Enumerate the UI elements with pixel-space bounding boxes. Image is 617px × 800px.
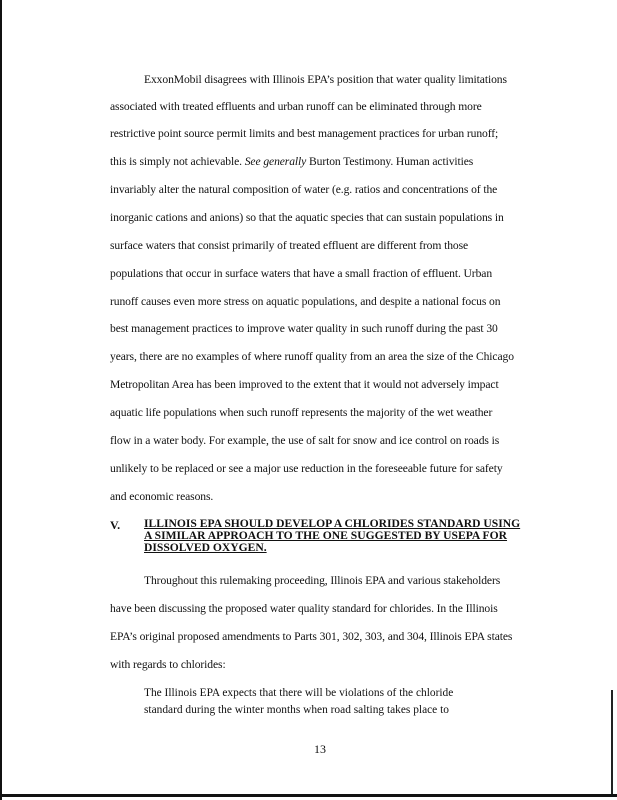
paragraph1-line-1: ExxonMobil disagrees with Illinois EPA’s position that water quality limitations bbox=[144, 73, 507, 86]
paragraph1-line-2: associated with treated effluents and urban runoff can be eliminated through more bbox=[110, 100, 482, 113]
paragraph2-line-3: EPA’s original proposed amendments to Parts 301, 302, 303, and 304, Illinois EPA states bbox=[110, 630, 513, 643]
paragraph1-line-8: populations that occur in surface waters that have a small fraction of effluent. Urban bbox=[110, 267, 493, 280]
paragraph1-line-3: restrictive point source permit limits and best management practices for urban runoff; bbox=[110, 127, 499, 140]
page-number: 13 bbox=[314, 742, 326, 756]
paragraph1-line-4-end: Burton Testimony. Human activities bbox=[306, 155, 474, 168]
paragraph1-line-13: aquatic life populations when such runoff represents the majority of the wet weather bbox=[110, 406, 493, 419]
block-quote-line-2: standard during the winter months when road salting takes place to bbox=[144, 704, 449, 716]
paragraph1-line-14: flow in a water body. For example, the use of salt for snow and ice control on roads is bbox=[110, 434, 500, 447]
paragraph1-line-5: invariably alter the natural composition of water (e.g. ratios and concentrations of the bbox=[110, 183, 498, 196]
paragraph1-line-11: years, there are no examples of where runoff quality from an area the size of the Chicago bbox=[110, 350, 514, 363]
paragraph1-line-15: unlikely to be replaced or see a major use reduction in the foreseeable future for safety bbox=[110, 462, 503, 475]
scan-edge-left bbox=[0, 0, 2, 800]
paragraph2-line-2: have been discussing the proposed water quality standard for chlorides. In the Illinois bbox=[110, 602, 498, 615]
scan-edge-right bbox=[611, 690, 613, 794]
paragraph1-line-10: best management practices to improve water quality in such runoff during the past 30 bbox=[110, 322, 498, 335]
see-generally-citation: See generally bbox=[244, 155, 307, 168]
block-quote-line-1: The Illinois EPA expects that there will be violations of the chloride bbox=[144, 687, 454, 699]
paragraph1-line-9: runoff causes even more stress on aquatic populations, and despite a national focus on bbox=[110, 295, 501, 308]
paragraph1-line-7: surface waters that consist primarily of treated effluent are different from those bbox=[110, 239, 469, 252]
paragraph1-line-4 bbox=[110, 155, 550, 169]
section-v-title-line-1: ILLINOIS EPA SHOULD DEVELOP A CHLORIDES STANDARD USING bbox=[144, 517, 521, 530]
scan-edge-bottom bbox=[0, 794, 617, 797]
section-v-number: V. bbox=[110, 518, 121, 532]
paragraph1-line-16: and economic reasons. bbox=[110, 490, 214, 503]
section-v-title-line-3: DISSOLVED OXYGEN. bbox=[144, 541, 267, 554]
paragraph1-line-12: Metropolitan Area has been improved to the extent that it would not adversely impact bbox=[110, 378, 499, 391]
section-v-title-line-2: A SIMILAR APPROACH TO THE ONE SUGGESTED BY USEPA FOR bbox=[144, 529, 508, 542]
paragraph1-line-6: inorganic cations and anions) so that the aquatic species that can sustain populations in bbox=[110, 211, 504, 224]
paragraph2-line-1: Throughout this rulemaking proceeding, Illinois EPA and various stakeholders bbox=[144, 574, 501, 587]
paragraph2-line-4: with regards to chlorides: bbox=[110, 658, 226, 671]
paragraph1-line-4-start: this is simply not achievable. bbox=[110, 155, 242, 168]
